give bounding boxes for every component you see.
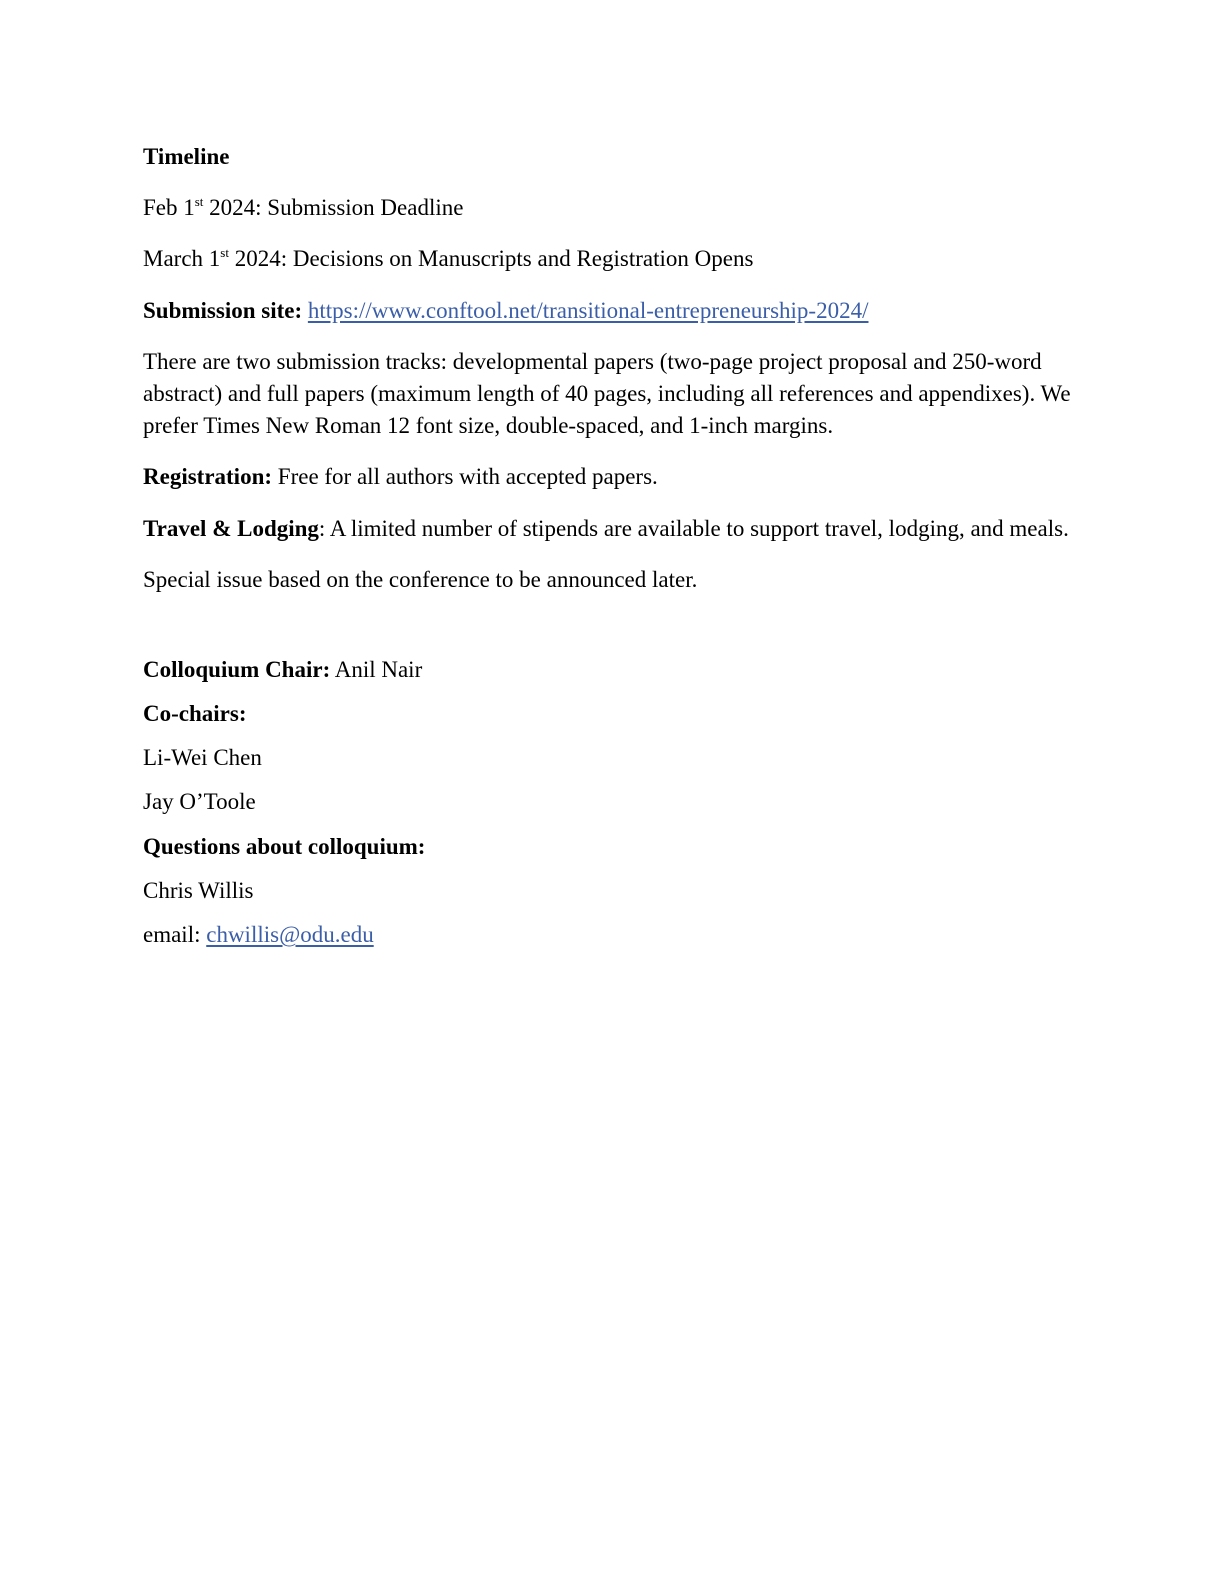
registration-label: Registration: bbox=[143, 464, 273, 490]
contact-email-line bbox=[143, 919, 1083, 951]
timeline-item-2-suffix: 2024: Decisions on Manuscripts and Registration Opens bbox=[228, 246, 754, 272]
timeline-item-2-prefix: March 1 bbox=[143, 246, 221, 272]
timeline-item-decisions bbox=[143, 243, 1083, 275]
submission-tracks-paragraph: There are two submission tracks: developmental papers (two-page project proposal and 250-word abstract) and full papers (maximum length of 40 pages, including all references and appendixes). We prefer Times New Roman 12 font size, double-spaced, and 1-inch margins. bbox=[143, 348, 1071, 439]
timeline-heading bbox=[143, 141, 1083, 173]
contact-email-label: email: bbox=[143, 922, 207, 947]
colloquium-chair-line bbox=[143, 654, 1083, 686]
section-spacer bbox=[143, 615, 1083, 654]
registration-line bbox=[143, 461, 1083, 493]
contact-name: Chris Willis bbox=[143, 877, 254, 903]
travel-lodging-label: Travel & Lodging bbox=[143, 515, 319, 541]
cochair-name-2: Jay O’Toole bbox=[143, 789, 256, 815]
submission-site-label: Submission site: bbox=[143, 297, 303, 323]
colloquium-chair-name: Anil Nair bbox=[330, 656, 423, 682]
travel-lodging-text: : A limited number of stipends are available to support travel, lodging, and meals. bbox=[318, 515, 1069, 541]
contact-email-link[interactable]: chwillis@odu.edu bbox=[206, 922, 374, 947]
timeline-item-submission-deadline bbox=[143, 192, 1083, 224]
questions-label: Questions about colloquium: bbox=[143, 833, 426, 859]
travel-lodging-paragraph bbox=[143, 513, 1083, 545]
document-body bbox=[143, 141, 1083, 963]
cochair-name-1: Li-Wei Chen bbox=[143, 745, 262, 771]
colloquium-chair-label: Colloquium Chair: bbox=[143, 656, 331, 682]
timeline-heading-text: Timeline bbox=[143, 144, 230, 169]
registration-text: Free for all authors with accepted papers. bbox=[272, 464, 658, 490]
timeline-item-1-suffix: 2024: Submission Deadline bbox=[203, 195, 464, 221]
submission-site-link[interactable]: https://www.conftool.net/transitional-entrepreneurship-2024/ bbox=[307, 297, 869, 323]
cochairs-heading bbox=[143, 698, 1083, 730]
cochairs-label: Co-chairs: bbox=[143, 701, 247, 727]
timeline-item-2-ordinal: st bbox=[220, 245, 229, 261]
submission-site-line bbox=[143, 295, 1083, 327]
timeline-item-1-ordinal: st bbox=[194, 194, 204, 210]
questions-heading bbox=[143, 831, 1083, 863]
special-issue-line: Special issue based on the conference to be announced later. bbox=[143, 566, 698, 592]
timeline-item-1-prefix: Feb 1 bbox=[143, 195, 195, 221]
